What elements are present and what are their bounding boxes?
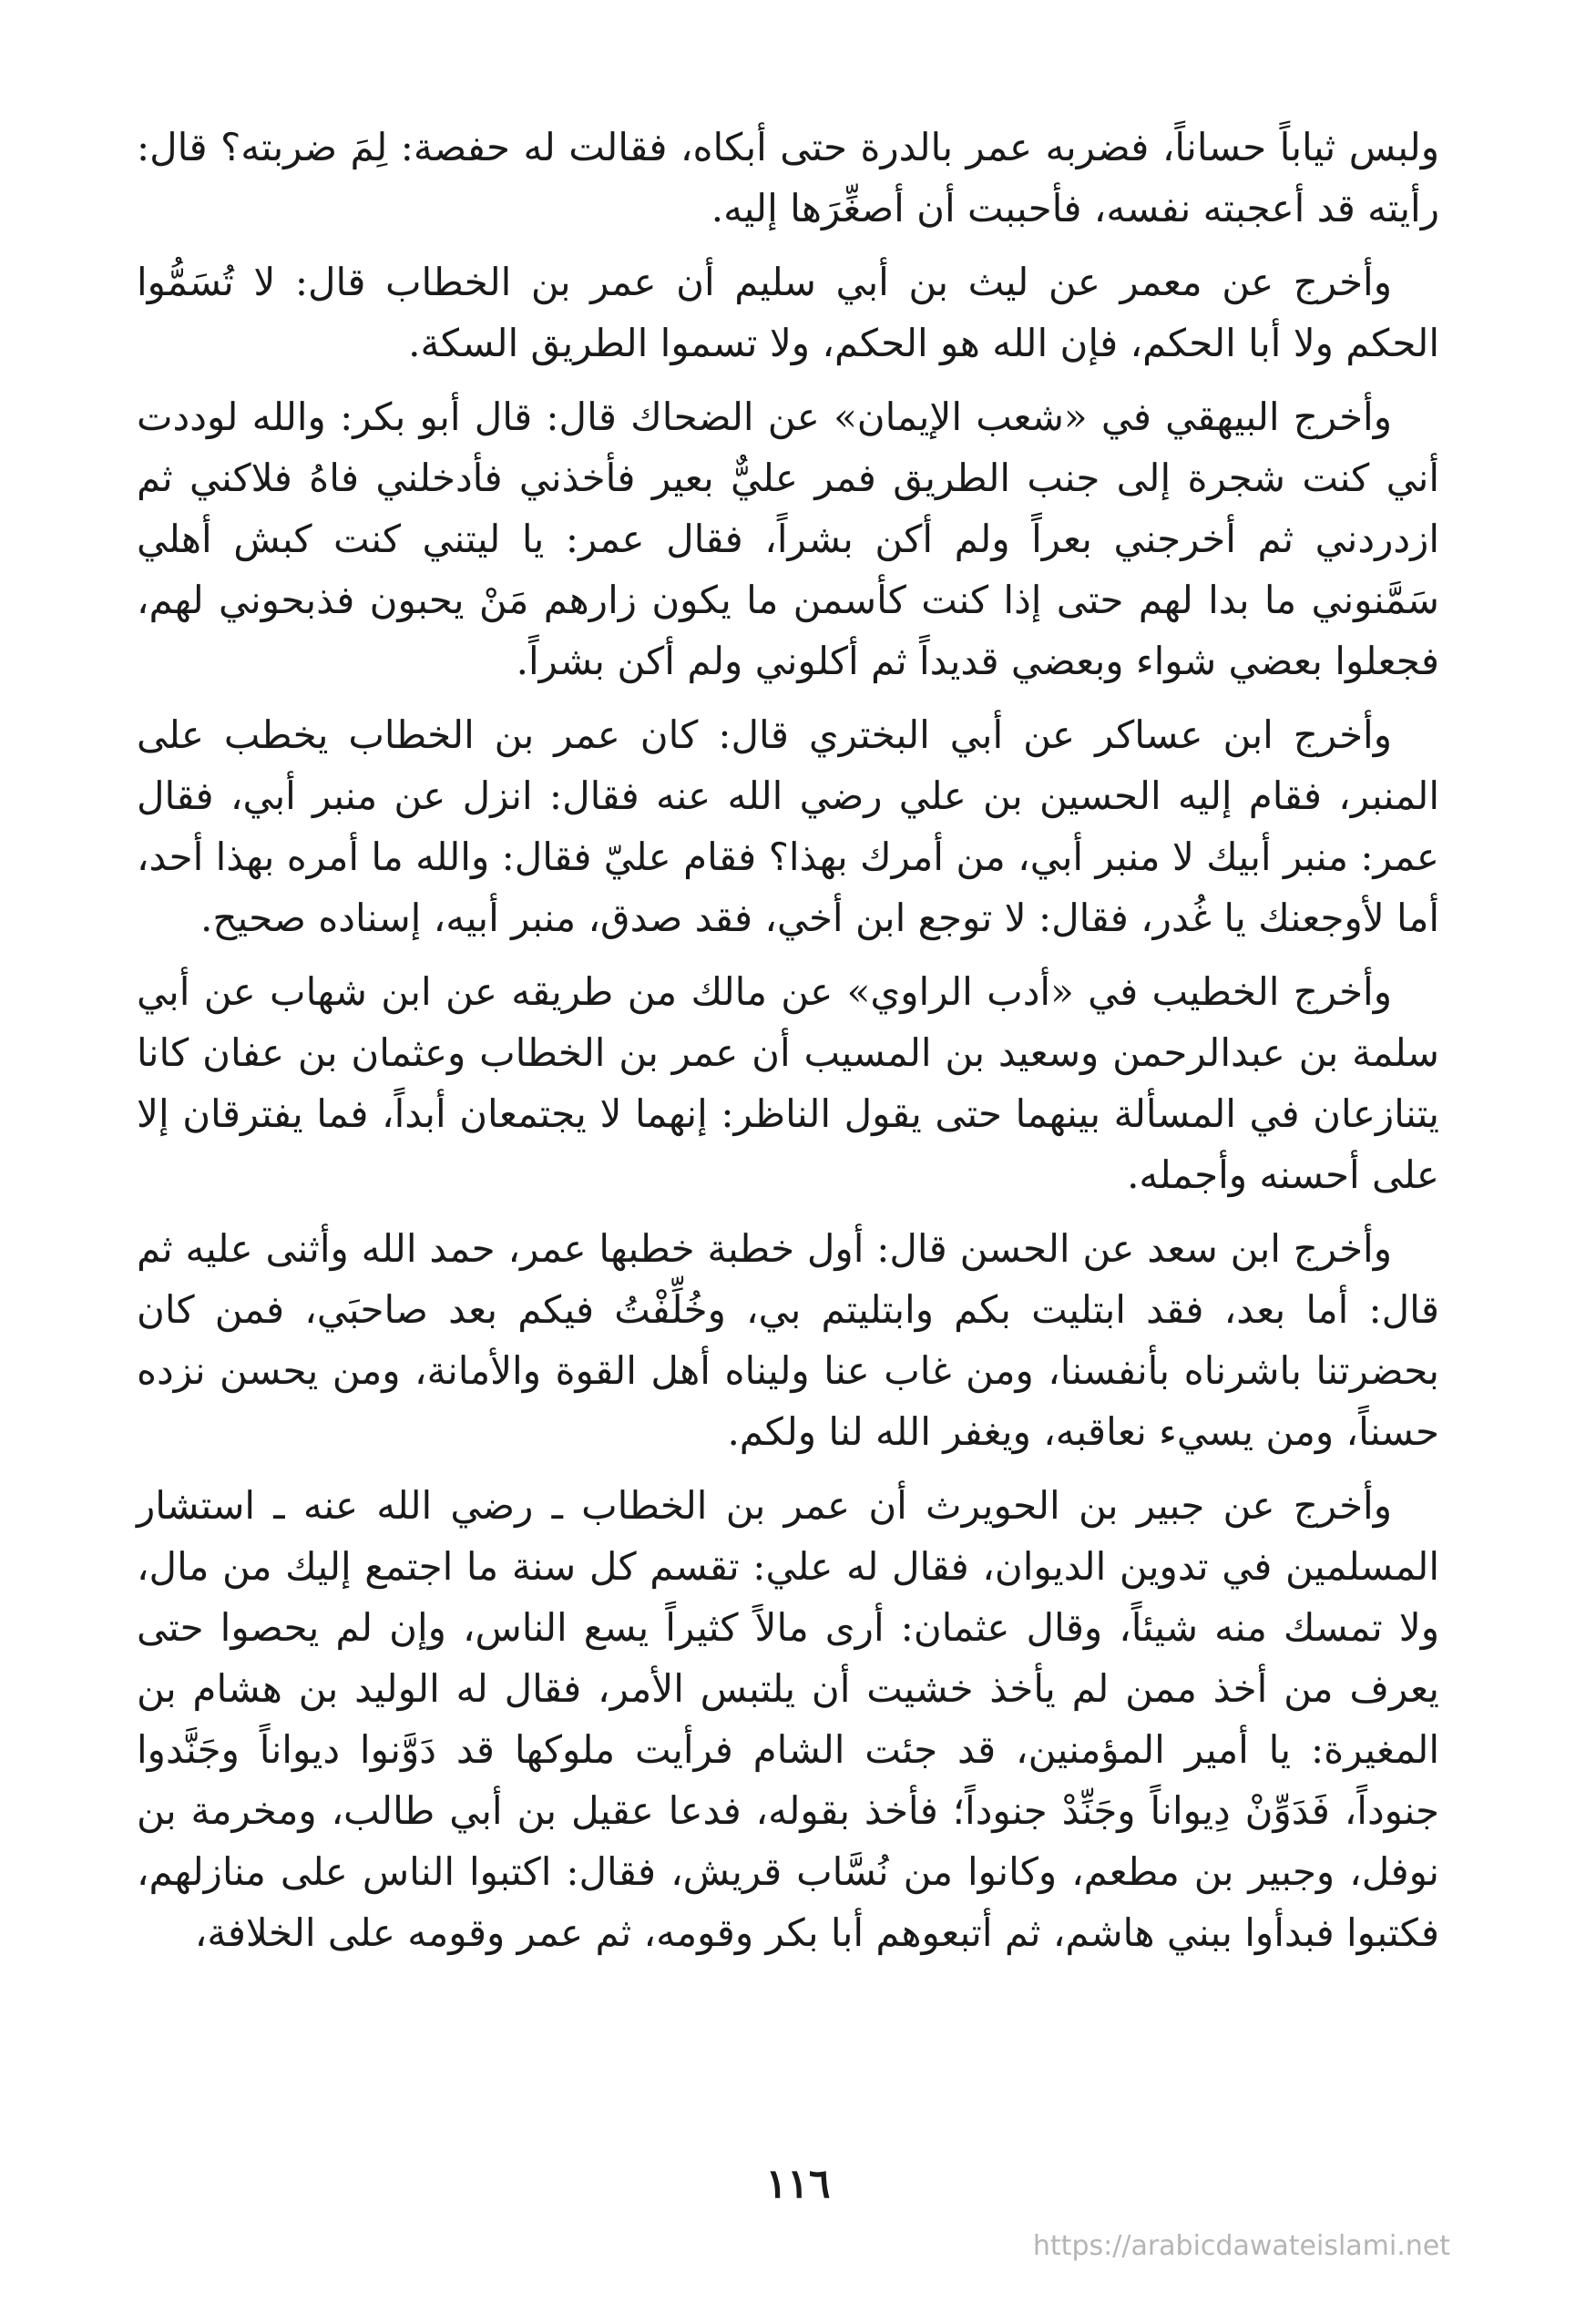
paragraph: وأخرج الخطيب في «أدب الراوي» عن مالك من طريقه عن ابن شهاب عن أبي سلمة بن عبدالرحمن وسعيد بن المسيب أن عمر بن الخطاب وعثمان بن عفان كانا يتنازعان في المسألة بينهما حتى يقول الناظر: إنهما لا يجتمعان أبداً، فما يفترقان إلا على أحسنه وأجمله. <box>137 969 1439 1197</box>
paragraph-continued: ولبس ثياباً حساناً، فضربه عمر بالدرة حتى أبكاه، فقالت له حفصة: لِمَ ضربته؟ قال: رأيته قد أعجبته نفسه، فأحببت أن أصغِّرَها إليه. <box>137 125 1439 230</box>
paragraph: وأخرج ابن سعد عن الحسن قال: أول خطبة خطبها عمر، حمد الله وأثنى عليه ثم قال: أما بعد، فقد ابتليت بكم وابتليتم بي، وخُلِّفْتُ فيكم بعد صاحبَي، فمن كان بحضرتنا باشرناه بأنفسنا، ومن غاب عنا وليناه أهل القوة والأمانة، ومن يحسن نزده حسناً، ومن يسيء نعاقبه، ويغفر الله لنا ولكم. <box>137 1226 1439 1454</box>
paragraph: وأخرج عن معمر عن ليث بن أبي سليم أن عمر بن الخطاب قال: لا تُسَمُّوا الحكم ولا أبا الحكم، فإن الله هو الحكم، ولا تسموا الطريق السكة. <box>137 260 1439 365</box>
paragraph: وأخرج عن جبير بن الحويرث أن عمر بن الخطاب ـ رضي الله عنه ـ استشار المسلمين في تدوين الديوان، فقال له علي: تقسم كل سنة ما اجتمع إليك من مال، ولا تمسك منه شيئاً، وقال عثمان: أرى مالاً كثيراً يسع الناس، وإن لم يحصوا حتى يعرف من أخذ ممن لم يأخذ خشيت أن يلتبس الأمر، فقال له الوليد بن هشام بن المغيرة: يا أمير المؤمنين، قد جئت الشام فرأيت ملوكها قد دَوَّنوا ديواناً وجَنَّدوا جنوداً، فَدَوِّنْ دِيواناً وجَنِّدْ جنوداً؛ فأخذ بقوله، فدعا عقيل بن أبي طالب، ومخرمة بن نوفل، وجبير بن مطعم، وكانوا من نُسَّاب قريش، فقال: اكتبوا الناس على منازلهم، فكتبوا فبدأوا ببني هاشم، ثم أتبعوهم أبا بكر وقومه، ثم عمر وقومه على الخلافة، <box>137 1483 1439 1955</box>
paragraph: وأخرج ابن عساكر عن أبي البختري قال: كان عمر بن الخطاب يخطب على المنبر، فقام إليه الحسين بن علي رضي الله عنه فقال: انزل عن منبر أبي، فقال عمر: منبر أبيك لا منبر أبي، من أمرك بهذا؟ فقام عليّ فقال: والله ما أمره بهذا أحد، أما لأوجعنك يا غُدر، فقال: لا توجع ابن أخي، فقد صدق، منبر أبيه، إسناده صحيح. <box>137 712 1439 940</box>
page-number: ١١٦ <box>765 2161 831 2207</box>
watermark-url: https://arabicdawateislami.net <box>1032 2230 1450 2262</box>
paragraph: وأخرج البيهقي في «شعب الإيمان» عن الضحاك قال: قال أبو بكر: والله لوددت أني كنت شجرة إلى جنب الطريق فمر عليٌّ بعير فأخذني فأدخلني فاهُ فلاكني ثم ازدردني ثم أخرجني بعراً ولم أكن بشراً، فقال عمر: يا ليتني كنت كبش أهلي سَمَّنوني ما بدا لهم حتى إذا كنت كأسمن ما يكون زارهم مَنْ يحبون فذبحوني لهم، فجعلوا بعضي شواء وبعضي قديداً ثم أكلوني ولم أكن بشراً. <box>137 394 1439 683</box>
body-text <box>137 117 1439 1976</box>
